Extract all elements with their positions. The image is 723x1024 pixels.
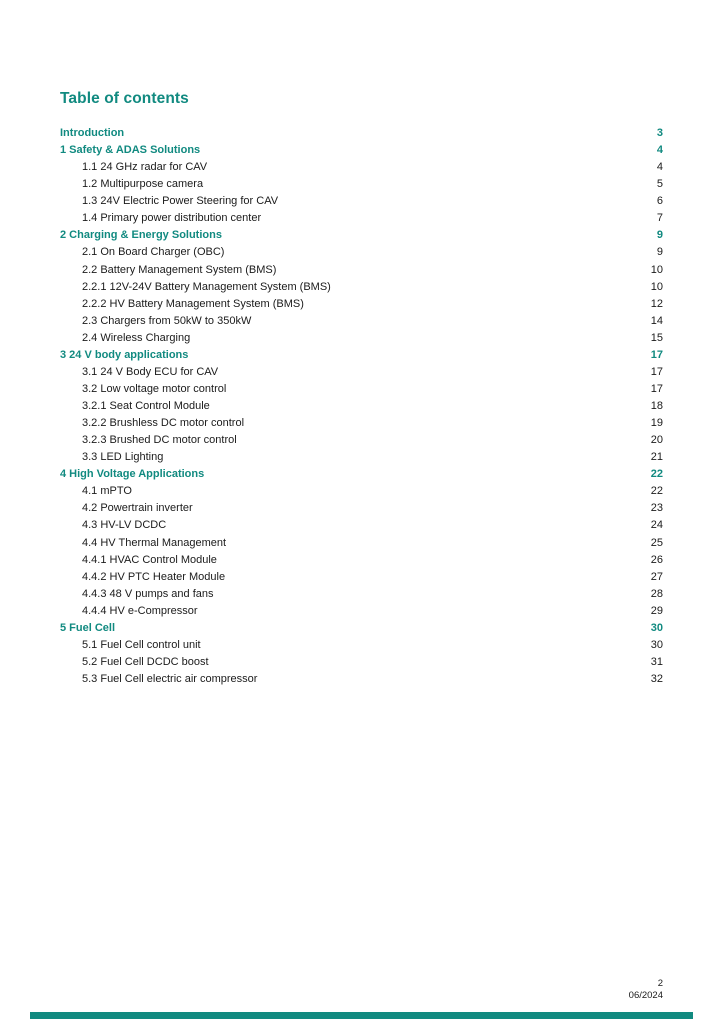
toc-entry-label: 2.2.2 HV Battery Management System (BMS) <box>82 297 304 310</box>
toc-entry-label: 4 High Voltage Applications <box>60 468 205 481</box>
toc-entry-label: 4.4.3 48 V pumps and fans <box>82 587 214 600</box>
toc-entry-page: 24 <box>650 519 663 532</box>
toc-entry-label: 1.1 24 GHz radar for CAV <box>82 161 208 174</box>
toc-entry[interactable] <box>60 432 663 449</box>
toc-entry[interactable] <box>60 176 663 193</box>
toc-entry-label: 3 24 V body applications <box>60 348 189 361</box>
toc-entry-page: 4 <box>656 144 663 157</box>
toc-entry[interactable] <box>60 586 663 603</box>
toc-entry-page: 9 <box>656 229 663 242</box>
toc-entry[interactable] <box>60 483 663 500</box>
toc-entry[interactable] <box>60 347 663 364</box>
footer-page-number: 2 <box>657 978 663 989</box>
page-title: Table of contents <box>60 90 189 107</box>
footer-accent-bar <box>30 1012 693 1019</box>
toc-entry-label: 4.4 HV Thermal Management <box>82 536 227 549</box>
toc-entry[interactable] <box>60 603 663 620</box>
toc-entry[interactable] <box>60 449 663 466</box>
toc-entry-page: 9 <box>656 246 663 259</box>
toc-entry-label: 3.2 Low voltage motor control <box>82 382 227 395</box>
toc-entry-label: 4.4.4 HV e-Compressor <box>82 604 198 617</box>
toc-entry-page: 17 <box>650 348 663 361</box>
toc-entry-label: 1.3 24V Electric Power Steering for CAV <box>82 195 279 208</box>
toc-entry[interactable] <box>60 125 663 142</box>
toc-entry-label: 1 Safety & ADAS Solutions <box>60 144 201 157</box>
toc-entry-label: 5.3 Fuel Cell electric air compressor <box>82 673 258 685</box>
toc-entry-page: 10 <box>650 263 663 276</box>
toc-entry-page: 31 <box>650 655 663 668</box>
toc-entry[interactable] <box>60 569 663 586</box>
toc-entry-label: 3.3 LED Lighting <box>82 451 164 464</box>
toc-entry[interactable] <box>60 517 663 534</box>
toc-entry-page: 27 <box>650 570 663 583</box>
toc-entry-label: 5 Fuel Cell <box>60 621 116 634</box>
toc-entry-page: 20 <box>650 434 663 447</box>
toc-entry[interactable] <box>60 552 663 569</box>
toc-entry-label: 2.4 Wireless Charging <box>82 331 191 344</box>
toc-entry-page: 10 <box>650 280 663 293</box>
toc-entry-label: 4.4.2 HV PTC Heater Module <box>82 570 226 583</box>
toc-entry[interactable] <box>60 193 663 210</box>
toc-entry[interactable] <box>60 654 663 671</box>
toc-entry-label: 4.1 mPTO <box>82 485 132 498</box>
toc-entry-label: 4.4.1 HVAC Control Module <box>82 553 217 566</box>
toc-entry-label: 2 Charging & Energy Solutions <box>60 229 222 242</box>
toc-entry[interactable] <box>60 262 663 279</box>
toc-entry-page: 17 <box>650 382 663 395</box>
toc-entry-page: 3 <box>656 127 663 139</box>
toc-entry-label: 1.4 Primary power distribution center <box>82 212 262 225</box>
toc-entry-label: 5.2 Fuel Cell DCDC boost <box>82 655 209 668</box>
toc-entry-page: 26 <box>650 553 663 566</box>
toc-entry[interactable] <box>60 227 663 244</box>
toc-entry-label: 1.2 Multipurpose camera <box>82 178 204 191</box>
toc-entry[interactable] <box>60 210 663 227</box>
toc-entry-page: 29 <box>650 604 663 617</box>
toc-entry-page: 22 <box>650 485 663 498</box>
toc-entry-label: 2.2 Battery Management System (BMS) <box>82 263 277 276</box>
toc-entry-page: 5 <box>656 178 663 191</box>
toc-entry-label: 4.2 Powertrain inverter <box>82 502 193 515</box>
toc-entry[interactable] <box>60 671 663 688</box>
toc-entry-label: 3.1 24 V Body ECU for CAV <box>82 365 219 378</box>
toc-entry[interactable] <box>60 296 663 313</box>
table-of-contents <box>60 125 663 688</box>
toc-entry[interactable] <box>60 364 663 381</box>
toc-entry-page: 22 <box>650 468 663 481</box>
toc-entry-page: 17 <box>650 365 663 378</box>
toc-entry-page: 21 <box>650 451 663 464</box>
toc-entry[interactable] <box>60 415 663 432</box>
toc-entry-label: Introduction <box>60 127 125 139</box>
toc-entry[interactable] <box>60 466 663 483</box>
toc-entry-label: 2.3 Chargers from 50kW to 350kW <box>82 314 252 327</box>
toc-entry[interactable] <box>60 381 663 398</box>
toc-entry-page: 32 <box>650 673 663 685</box>
toc-entry-label: 2.1 On Board Charger (OBC) <box>82 246 225 259</box>
toc-entry[interactable] <box>60 500 663 517</box>
page-footer <box>629 978 663 1001</box>
toc-entry[interactable] <box>60 313 663 330</box>
toc-entry[interactable] <box>60 244 663 261</box>
toc-entry[interactable] <box>60 142 663 159</box>
toc-entry-page: 4 <box>656 161 663 174</box>
toc-entry-label: 3.2.3 Brushed DC motor control <box>82 434 237 447</box>
toc-entry-page: 25 <box>650 536 663 549</box>
toc-entry[interactable] <box>60 279 663 296</box>
toc-entry-label: 2.2.1 12V-24V Battery Management System (BMS) <box>82 280 331 293</box>
toc-entry-label: 4.3 HV-LV DCDC <box>82 519 167 532</box>
toc-entry-page: 7 <box>656 212 663 225</box>
toc-entry-page: 15 <box>650 331 663 344</box>
toc-entry[interactable] <box>60 398 663 415</box>
toc-entry-page: 23 <box>650 502 663 515</box>
toc-entry-page: 6 <box>656 195 663 208</box>
toc-entry[interactable] <box>60 330 663 347</box>
toc-entry-label: 5.1 Fuel Cell control unit <box>82 638 201 651</box>
toc-entry-page: 30 <box>650 638 663 651</box>
toc-entry[interactable] <box>60 159 663 176</box>
toc-entry-page: 12 <box>650 297 663 310</box>
toc-entry-page: 14 <box>650 314 663 327</box>
toc-entry[interactable] <box>60 620 663 637</box>
toc-entry-label: 3.2.2 Brushless DC motor control <box>82 417 245 430</box>
toc-entry-label: 3.2.1 Seat Control Module <box>82 400 210 412</box>
toc-entry-page: 18 <box>650 400 663 412</box>
footer-date: 06/2024 <box>628 989 663 1001</box>
toc-entry[interactable] <box>60 637 663 654</box>
toc-entry-page: 28 <box>650 587 663 600</box>
toc-entry[interactable] <box>60 535 663 552</box>
toc-entry-page: 30 <box>650 621 663 634</box>
toc-entry-page: 19 <box>650 417 663 430</box>
